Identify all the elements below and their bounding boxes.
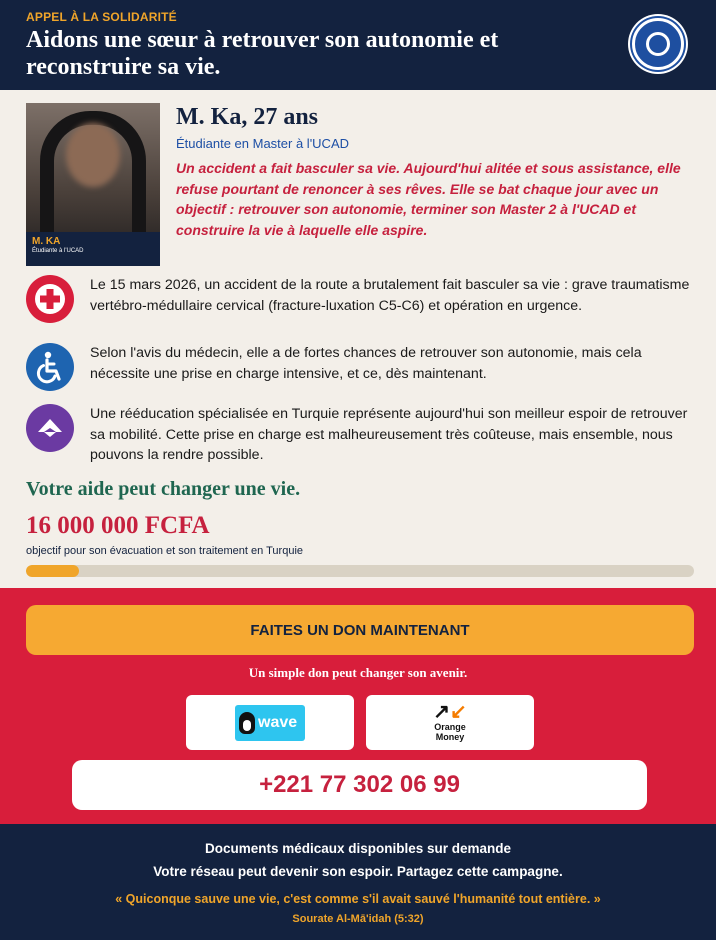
orange-money-payment-button[interactable] xyxy=(366,695,534,750)
organization-logo xyxy=(628,14,688,74)
profile-info xyxy=(176,104,696,240)
footer-documents: Documents médicaux disponibles sur demande xyxy=(204,841,512,856)
footer-quote: « Quiconque sauve une vie, c'est comme s'il avait sauvé l'humanité tout entière. » xyxy=(115,892,601,906)
goal-description: objectif pour son évacuation et son traitement en Turquie xyxy=(26,545,304,557)
progress-bar-fill xyxy=(26,565,79,577)
footer-share: Votre réseau peut devenir son espoir. Partagez cette campagne. xyxy=(153,864,563,879)
airplane-icon xyxy=(26,404,74,452)
photo-caption xyxy=(26,232,160,266)
footer xyxy=(0,824,716,940)
logo-emblem-icon xyxy=(632,18,684,70)
info-point-accident xyxy=(26,275,696,323)
campaign-card xyxy=(0,90,716,588)
donate-note: Un simple don peut changer son avenir. xyxy=(248,665,468,680)
goal-amount: 16 000 000 FCFA xyxy=(26,512,210,539)
donate-button[interactable]: FAITES UN DON MAINTENANT xyxy=(26,605,694,655)
header-kicker: APPEL À LA SOLIDARITÉ xyxy=(26,10,177,24)
call-to-action-text: Votre aide peut changer une vie. xyxy=(26,478,301,500)
info-point-text: Le 15 mars 2026, un accident de la route a brutalement fait basculer sa vie : grave traumatisme vertébro-médullaire cervical (fracture-luxation C5-C6) et opération en urgence. xyxy=(90,277,690,314)
wave-payment-button[interactable] xyxy=(186,695,354,750)
orange-money-label: Orange Money xyxy=(434,722,466,742)
header xyxy=(0,0,716,90)
profile-photo xyxy=(26,103,160,266)
info-point-text: Une rééducation spécialisée en Turquie représente aujourd'hui son meilleur espoir de retrouver sa mobilité. Cette prise en charge est malheureusement très coûteuse, mais ensemble, nous pouvons la rendre possible. xyxy=(90,406,688,463)
progress-bar xyxy=(26,565,694,577)
footer-quote-source: Sourate Al-Mā'idah (5:32) xyxy=(292,913,424,925)
penguin-icon xyxy=(239,712,255,734)
wave-logo xyxy=(235,705,305,741)
donate-section xyxy=(0,588,716,824)
wave-label: wave xyxy=(258,713,298,731)
medical-cross-icon xyxy=(26,275,74,323)
profile-story: Un accident a fait basculer sa vie. Aujourd'hui alitée et sous assistance, elle refuse pourtant de renoncer à ses rêves. Elle se bat chaque jour avec un objectif : retrouver son autonomie, terminer son Master 2 à l'UCAD et construire la vie à laquelle elle aspire. xyxy=(176,160,681,238)
profile-role: Étudiante en Master à l'UCAD xyxy=(176,136,350,151)
wheelchair-icon xyxy=(26,343,74,391)
photo-caption-name: M. KA xyxy=(32,236,61,247)
page-title: Aidons une sœur à retrouver son autonomie et reconstruire sa vie. xyxy=(26,27,499,80)
photo-caption-sub: Étudiante à l'UCAD xyxy=(32,248,84,254)
profile-name: M. Ka, 27 ans xyxy=(176,104,319,130)
info-point-treatment xyxy=(26,404,696,466)
orange-money-logo-icon: ↗↙ xyxy=(433,701,467,723)
info-point-prognosis xyxy=(26,343,696,391)
info-point-text: Selon l'avis du médecin, elle a de fortes chances de retrouver son autonomie, mais cela nécessite une prise en charge intensive, et ce, dès maintenant. xyxy=(90,345,642,382)
phone-number[interactable]: +221 77 302 06 99 xyxy=(72,760,647,810)
